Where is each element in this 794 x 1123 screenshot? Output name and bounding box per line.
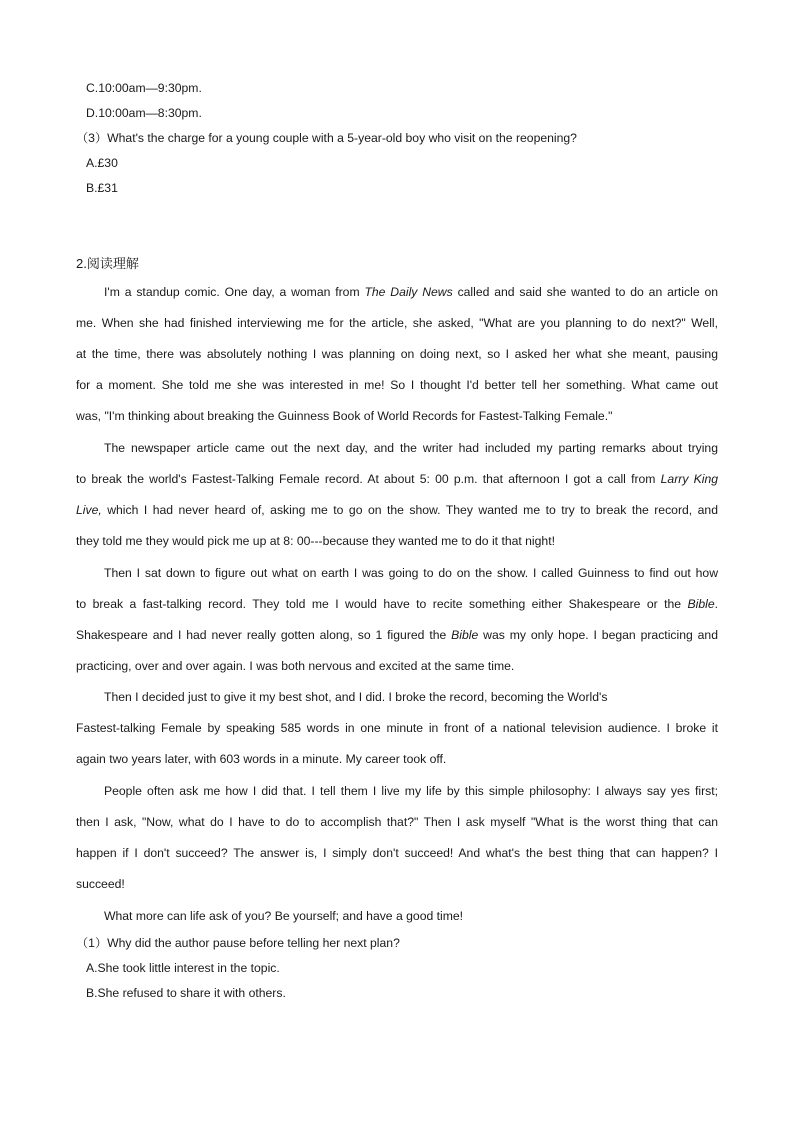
paragraph-4-line-2: Fastest-talking Female by speaking 585 words in one minute in front of a national television audience. I broke it [76,721,718,735]
paragraph-5-line-1: People often ask me how I did that. I tell them I live my life by this simple philosophy: I always say yes first; [104,784,718,798]
paragraph-1-line-4: for a moment. She told me she was interested in me! So I thought I'd better tell her something. What came out [76,378,718,392]
paragraph-5-line-2: then I ask, "Now, what do I have to do to accomplish that?" Then I ask myself "What is the worst thing that can [76,815,718,829]
option-c: C.10:00am—9:30pm. [86,81,202,95]
paragraph-1-line-1: I'm a standup comic. One day, a woman from The Daily News called and said she wanted to do an article on [104,285,718,299]
option-b: B.£31 [86,181,118,195]
paragraph-6-line-1: What more can life ask of you? Be yourself; and have a good time! [104,909,464,923]
paragraph-4-line-3: again two years later, with 603 words in a minute. My career took off. [76,752,447,766]
paragraph-3-line-3: Shakespeare and I had never really gotten along, so 1 figured the Bible was my only hope. I began practicing and [76,628,718,642]
paragraph-2-line-1: The newspaper article came out the next day, and the writer had included my parting remarks about trying [104,441,718,455]
paragraph-3-line-1: Then I sat down to figure out what on earth I was going to do on the show. I called Guinness to find out how [104,566,718,580]
question-1-option-a: A.She took little interest in the topic. [86,961,280,975]
paragraph-2-line-3: Live, which I had never heard of, asking me to go on the show. They wanted me to try to break the record, and [76,503,718,517]
paragraph-5-line-3: happen if I don't succeed? The answer is, I simply don't succeed! And what's the best thing that can happen? I [76,846,718,860]
option-d: D.10:00am—8:30pm. [86,106,202,120]
question-1-option-b: B.She refused to share it with others. [86,986,286,1000]
question-1: （1）Why did the author pause before telling her next plan? [76,936,400,950]
paragraph-1-line-5: was, "I'm thinking about breaking the Guinness Book of World Records for Fastest-Talking Female." [76,409,613,423]
paragraph-5-line-4: succeed! [76,877,125,891]
section-heading: 2.阅读理解 [76,256,139,271]
paragraph-1-line-3: at the time, there was absolutely nothing I was planning on doing next, so I asked her what she meant, pausing [76,347,718,361]
paragraph-3-line-2: to break a fast-talking record. They told me I would have to recite something either Shakespeare or the Bible. [76,597,718,611]
paragraph-1-line-2: me. When she had finished interviewing me for the article, she asked, "What are you planning to do next?" Well, [76,316,718,330]
paragraph-4-line-1: Then I decided just to give it my best shot, and I did. I broke the record, becoming the World's [104,690,608,704]
option-a: A.£30 [86,156,118,170]
question-3: （3）What's the charge for a young couple with a 5-year-old boy who visit on the reopening? [76,131,577,145]
paragraph-3-line-4: practicing, over and over again. I was both nervous and excited at the same time. [76,659,515,673]
paragraph-2-line-4: they told me they would pick me up at 8: 00---because they wanted me to do it that night! [76,534,555,548]
paragraph-2-line-2: to break the world's Fastest-Talking Female record. At about 5: 00 p.m. that afternoon I got a call from Larry King [76,472,719,486]
